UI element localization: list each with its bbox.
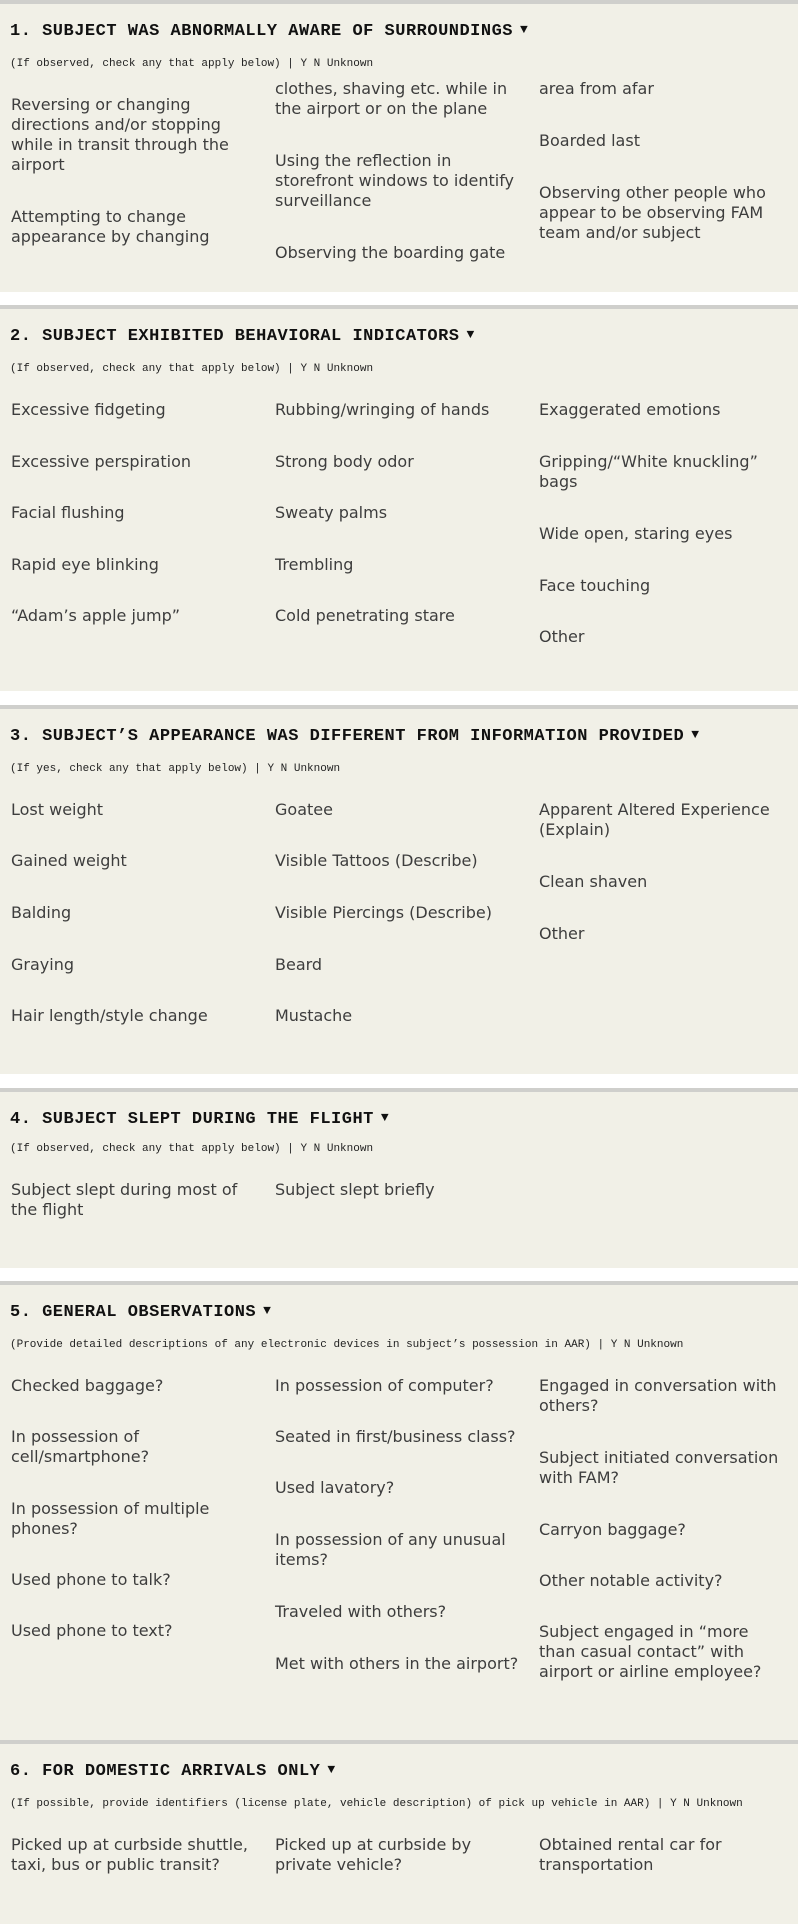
section-3	[0, 705, 798, 1074]
section-title[interactable]	[10, 1303, 271, 1322]
checklist-item[interactable]: Observing other people who appear to be observing FAM team and/or subject	[539, 183, 766, 242]
checklist-item[interactable]: Wide open, staring eyes	[539, 524, 733, 543]
checklist-item[interactable]: Facial flushing	[11, 503, 125, 522]
checklist-item[interactable]: Used lavatory?	[275, 1478, 395, 1497]
checklist-item[interactable]: Subject engaged in “more than casual contact” with airport or airline employee?	[539, 1622, 762, 1681]
section-5	[0, 1281, 798, 1741]
checklist-item[interactable]: Met with others in the airport?	[275, 1654, 519, 1673]
section-6	[0, 1740, 798, 1924]
checklist-item[interactable]: In possession of any unusual items?	[275, 1530, 506, 1569]
section-title-text: 5. GENERAL OBSERVATIONS	[10, 1303, 257, 1322]
section-note: (If observed, check any that apply below) | Y N Unknown	[10, 363, 374, 375]
checklist-item[interactable]: Trembling	[275, 555, 354, 574]
checklist-item[interactable]: Excessive fidgeting	[11, 400, 166, 419]
checklist-item[interactable]: Engaged in conversation with others?	[539, 1376, 777, 1415]
section-note: (If possible, provide identifiers (license plate, vehicle description) of pick up vehicle in AAR) | Y N Unknown	[10, 1798, 743, 1810]
checklist-item[interactable]: Goatee	[275, 800, 333, 819]
checklist-item[interactable]: Gripping/“White knuckling” bags	[539, 452, 758, 491]
caret-down-icon[interactable]: ▼	[380, 1110, 390, 1125]
section-title[interactable]	[10, 1110, 389, 1129]
caret-down-icon[interactable]: ▼	[466, 327, 475, 342]
checklist-item[interactable]: In possession of multiple phones?	[11, 1499, 210, 1538]
checklist-item[interactable]: Rapid eye blinking	[11, 555, 159, 574]
checklist-item[interactable]: Using the reflection in storefront windows to identify surveillance	[275, 151, 515, 210]
checklist-item[interactable]: Balding	[11, 903, 72, 922]
checklist-item[interactable]: Picked up at curbside by private vehicle?	[275, 1835, 472, 1874]
section-note: (If observed, check any that apply below) | Y N Unknown	[10, 58, 374, 70]
checklist-item[interactable]: Subject initiated conversation with FAM?	[539, 1448, 779, 1487]
checklist-item[interactable]: Apparent Altered Experience (Explain)	[539, 800, 770, 839]
checklist-item[interactable]: Visible Tattoos (Describe)	[275, 851, 478, 870]
checklist-item[interactable]: Other notable activity?	[539, 1571, 723, 1590]
section-title[interactable]	[10, 22, 528, 41]
section-title-text: 1. SUBJECT WAS ABNORMALLY AWARE OF SURROUNDINGS	[10, 22, 513, 41]
checklist-item[interactable]: Seated in first/business class?	[275, 1427, 516, 1446]
section-4	[0, 1088, 798, 1268]
caret-down-icon[interactable]: ▼	[327, 1762, 336, 1777]
checklist-item[interactable]: Observing the boarding gate	[275, 243, 506, 262]
section-2	[0, 305, 798, 691]
checklist-item[interactable]: Mustache	[275, 1006, 353, 1025]
checklist-item[interactable]: Carryon baggage?	[539, 1520, 686, 1539]
checklist-item[interactable]: Sweaty palms	[275, 503, 388, 522]
section-note: (Provide detailed descriptions of any electronic devices in subject’s possession in AAR) | Y N Unknown	[10, 1339, 684, 1351]
checklist-item[interactable]: Used phone to text?	[11, 1621, 173, 1640]
caret-down-icon[interactable]: ▼	[691, 727, 700, 742]
section-title[interactable]	[10, 727, 700, 746]
section-title-text: 2. SUBJECT EXHIBITED BEHAVIORAL INDICATORS	[10, 327, 460, 346]
checklist-item[interactable]: In possession of computer?	[275, 1376, 494, 1395]
checklist-item[interactable]: In possession of cell/smartphone?	[11, 1427, 150, 1466]
checklist-item[interactable]: Obtained rental car for transportation	[539, 1835, 722, 1874]
caret-down-icon[interactable]: ▼	[263, 1303, 272, 1318]
section-title[interactable]	[10, 1762, 336, 1781]
section-note: (If yes, check any that apply below) | Y N Unknown	[10, 763, 341, 775]
section-title-text: 3. SUBJECT’S APPEARANCE WAS DIFFERENT FROM INFORMATION PROVIDED	[10, 727, 685, 746]
section-title[interactable]	[10, 327, 475, 346]
checklist-item[interactable]: Rubbing/wringing of hands	[275, 400, 490, 419]
checklist-item[interactable]: Subject slept briefly	[275, 1180, 435, 1199]
section-title-text: 6. FOR DOMESTIC ARRIVALS ONLY	[10, 1762, 321, 1781]
checklist-item[interactable]: Subject slept during most of the flight	[11, 1180, 238, 1219]
checklist-item[interactable]: Strong body odor	[275, 452, 414, 471]
checklist-item[interactable]: area from afar	[539, 79, 654, 98]
checklist-item[interactable]: Visible Piercings (Describe)	[275, 903, 492, 922]
checklist-item[interactable]: “Adam’s apple jump”	[11, 606, 181, 625]
checklist-item[interactable]: Hair length/style change	[11, 1006, 208, 1025]
checklist-item[interactable]: Attempting to change appearance by changing	[11, 207, 210, 246]
checklist-item[interactable]: Face touching	[539, 576, 651, 595]
checklist-item[interactable]: Other	[539, 627, 585, 646]
checklist-item[interactable]: Picked up at curbside shuttle, taxi, bus or public transit?	[11, 1835, 248, 1874]
checklist-item[interactable]: Boarded last	[539, 131, 640, 150]
section-note: (If observed, check any that apply below) | Y N Unknown	[10, 1143, 374, 1155]
checklist-item[interactable]: Used phone to talk?	[11, 1570, 171, 1589]
section-1	[0, 0, 798, 292]
checklist-item[interactable]: Gained weight	[11, 851, 127, 870]
checklist-item[interactable]: Beard	[275, 955, 323, 974]
checklist-item[interactable]: Cold penetrating stare	[275, 606, 455, 625]
checklist-item[interactable]: Traveled with others?	[275, 1602, 447, 1621]
caret-down-icon[interactable]: ▼	[519, 22, 529, 37]
checklist-item[interactable]: Reversing or changing directions and/or stopping while in transit through the airport	[11, 95, 229, 174]
section-title-text: 4. SUBJECT SLEPT DURING THE FLIGHT	[10, 1110, 374, 1129]
checklist-item[interactable]: clothes, shaving etc. while in the airport or on the plane	[275, 79, 508, 118]
checklist-item[interactable]: Graying	[11, 955, 74, 974]
checklist-item[interactable]: Excessive perspiration	[11, 452, 191, 471]
checklist-item[interactable]: Exaggerated emotions	[539, 400, 721, 419]
checklist-item[interactable]: Clean shaven	[539, 872, 648, 891]
checklist-item[interactable]: Lost weight	[11, 800, 104, 819]
checklist-item[interactable]: Checked baggage?	[11, 1376, 164, 1395]
checklist-item[interactable]: Other	[539, 924, 585, 943]
